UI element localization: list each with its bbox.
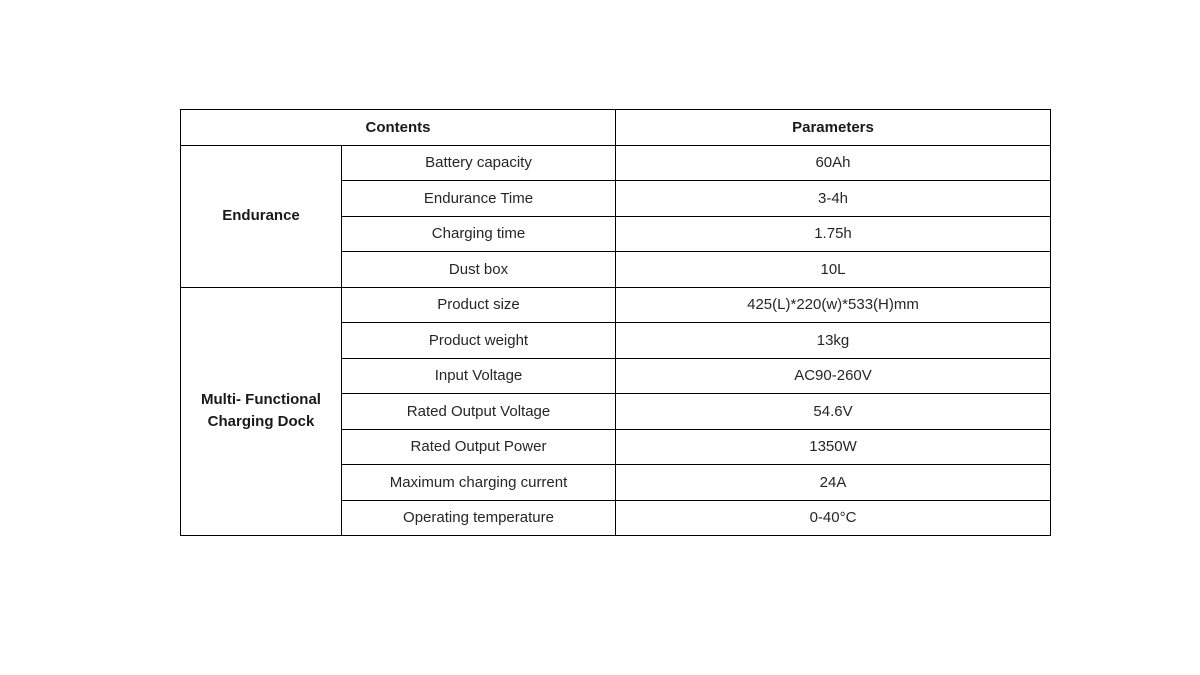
item-cell: Input Voltage bbox=[342, 358, 616, 394]
spec-table bbox=[180, 109, 1051, 536]
value-cell: 60Ah bbox=[616, 145, 1051, 181]
value-cell: 425(L)*220(w)*533(H)mm bbox=[616, 287, 1051, 323]
item-cell: Dust box bbox=[342, 252, 616, 288]
item-cell: Rated Output Power bbox=[342, 429, 616, 465]
value-cell: 0-40°C bbox=[616, 500, 1051, 536]
group-label-line: Multi- Functional bbox=[201, 391, 321, 409]
table-row bbox=[181, 145, 1051, 181]
group-label-line: Endurance bbox=[222, 207, 300, 224]
table-row bbox=[181, 287, 1051, 323]
group-label-endurance bbox=[181, 145, 342, 287]
item-cell: Maximum charging current bbox=[342, 465, 616, 501]
value-cell: AC90-260V bbox=[616, 358, 1051, 394]
value-cell: 13kg bbox=[616, 323, 1051, 359]
value-cell: 3-4h bbox=[616, 181, 1051, 217]
header-parameters: Parameters bbox=[616, 110, 1051, 146]
item-cell: Rated Output Voltage bbox=[342, 394, 616, 430]
header-contents: Contents bbox=[181, 110, 616, 146]
value-cell: 1350W bbox=[616, 429, 1051, 465]
item-cell: Battery capacity bbox=[342, 145, 616, 181]
value-cell: 24A bbox=[616, 465, 1051, 501]
value-cell: 10L bbox=[616, 252, 1051, 288]
item-cell: Charging time bbox=[342, 216, 616, 252]
item-cell: Product size bbox=[342, 287, 616, 323]
item-cell: Operating temperature bbox=[342, 500, 616, 536]
group-label-line: Charging Dock bbox=[207, 413, 315, 431]
item-cell: Product weight bbox=[342, 323, 616, 359]
value-cell: 54.6V bbox=[616, 394, 1051, 430]
value-cell: 1.75h bbox=[616, 216, 1051, 252]
group-label-charging-dock bbox=[181, 287, 342, 536]
item-cell: Endurance Time bbox=[342, 181, 616, 217]
header-row bbox=[181, 110, 1051, 146]
